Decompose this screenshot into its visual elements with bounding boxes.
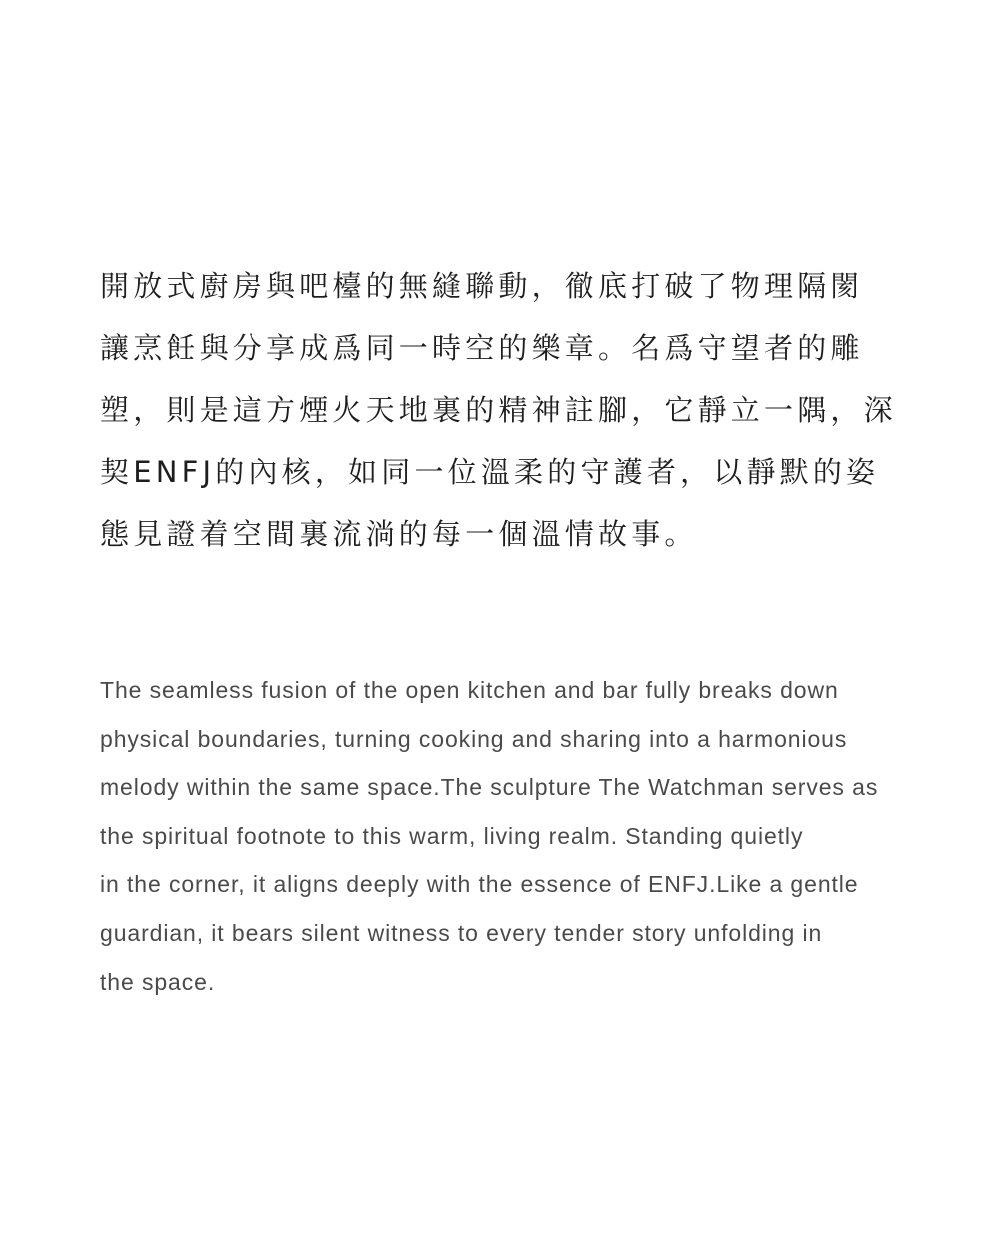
english-text-line: The seamless fusion of the open kitchen and bar fully breaks down: [100, 677, 839, 703]
chinese-text-line: 契ENFJ的內核，如同一位溫柔的守護者，以靜默的姿: [100, 455, 880, 489]
english-text-line: guardian, it bears silent witness to every tender story unfolding in: [100, 919, 823, 946]
chinese-text-line: 開放式廚房與吧檯的無縫聯動，徹底打破了物理隔閡: [100, 269, 864, 303]
english-text-line: the space.: [100, 968, 216, 995]
english-text-line: in the corner, it aligns deeply with the essence of ENFJ.Like a gentle: [100, 871, 859, 898]
english-text-line: physical boundaries, turning cooking and sharing into a harmonious: [100, 725, 848, 752]
chinese-text-line: 塑，則是這方煙火天地裏的精神註腳，它靜立一隅，深: [100, 393, 897, 427]
english-description-paragraph: [100, 666, 912, 1006]
chinese-text-line: 態見證着空間裏流淌的每一個溫情故事。: [100, 517, 698, 551]
english-text-line: melody within the same space.The sculpture The Watchman serves as: [100, 774, 879, 801]
chinese-text-line: 讓烹飪與分享成爲同一時空的樂章。名爲守望者的雕: [100, 331, 864, 365]
chinese-description-paragraph: [100, 255, 912, 565]
english-text-line: the spiritual footnote to this warm, living realm. Standing quietly: [100, 822, 804, 849]
